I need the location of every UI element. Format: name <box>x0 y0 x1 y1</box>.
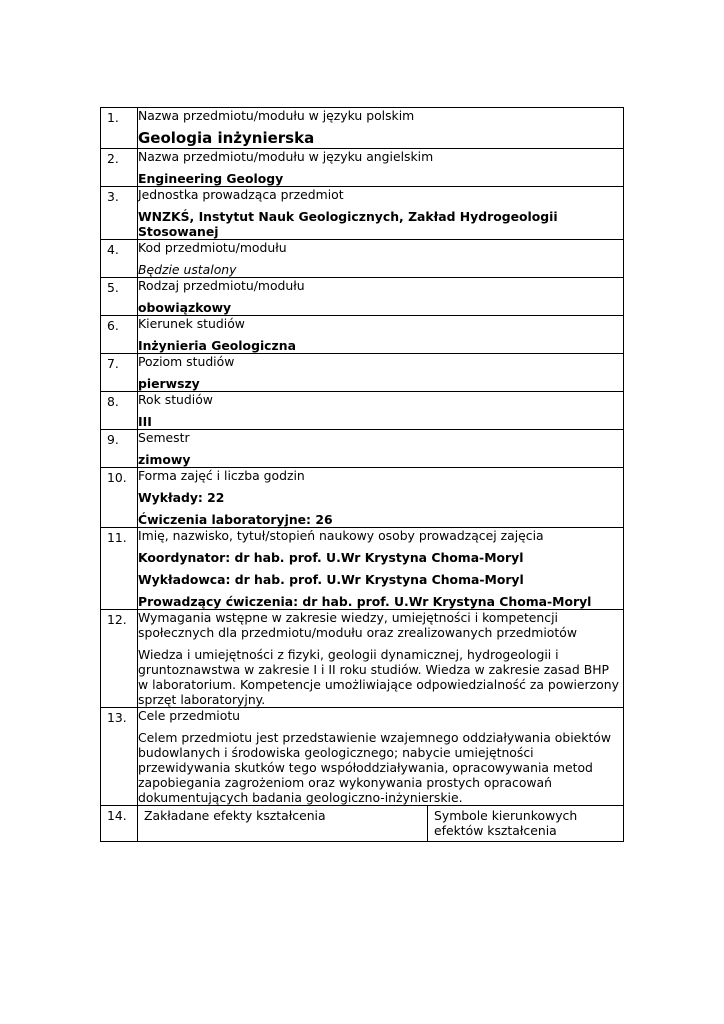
row-content <box>138 610 624 708</box>
coordinator: Koordynator: dr hab. prof. U.Wr Krystyna Choma-Moryl <box>138 550 524 565</box>
row-label: Nazwa przedmiotu/modułu w języku polskim <box>138 108 415 123</box>
row-11 <box>101 528 624 610</box>
row-10 <box>101 468 624 528</box>
row-content <box>138 108 624 149</box>
course-name-pl: Geologia inżynierska <box>138 129 315 147</box>
study-year: III <box>138 414 152 429</box>
row-13 <box>101 708 624 806</box>
row-number: 10. <box>101 468 138 528</box>
row-6 <box>101 316 624 354</box>
field-of-study: Inżynieria Geologiczna <box>138 338 296 353</box>
syllabus-table <box>100 107 624 842</box>
row-7 <box>101 354 624 392</box>
row-number: 13. <box>101 708 138 806</box>
course-name-en: Engineering Geology <box>138 171 284 186</box>
row-12 <box>101 610 624 708</box>
row-label: Imię, nazwisko, tytuł/stopień naukowy osoby prowadzącej zajęcia <box>138 528 544 543</box>
row-content <box>138 430 624 468</box>
row-content <box>138 278 624 316</box>
row-content <box>138 708 624 806</box>
row-number: 1. <box>101 108 138 149</box>
row-label: Cele przedmiotu <box>138 708 241 723</box>
row-label: Rok studiów <box>138 392 213 407</box>
row-label: Kod przedmiotu/modułu <box>138 240 287 255</box>
lab-instructor: Prowadzący ćwiczenia: dr hab. prof. U.Wr Krystyna Choma-Moryl <box>138 594 592 609</box>
row-5 <box>101 278 624 316</box>
row-label: Rodzaj przedmiotu/modułu <box>138 278 305 293</box>
row-label: Kierunek studiów <box>138 316 245 331</box>
lab-hours: Ćwiczenia laboratoryjne: 26 <box>138 512 333 527</box>
row-number: 8. <box>101 392 138 430</box>
row-number: 11. <box>101 528 138 610</box>
row-content <box>138 468 624 528</box>
lecturer: Wykładowca: dr hab. prof. U.Wr Krystyna Choma-Moryl <box>138 572 524 587</box>
row-content <box>138 354 624 392</box>
row-number: 3. <box>101 187 138 240</box>
row-label: Jednostka prowadząca przedmiot <box>138 187 344 202</box>
row-number: 9. <box>101 430 138 468</box>
row-number: 7. <box>101 354 138 392</box>
row-content <box>138 528 624 610</box>
outcome-symbols-label: Symbole kierunkowych efektów kształcenia <box>434 808 578 838</box>
row-content <box>138 149 624 187</box>
semester: zimowy <box>138 452 191 467</box>
course-type: obowiązkowy <box>138 300 232 315</box>
row-number: 5. <box>101 278 138 316</box>
row-label: Nazwa przedmiotu/modułu w języku angielskim <box>138 149 434 164</box>
course-code: Będzie ustalony <box>138 262 237 277</box>
row-label: Poziom studiów <box>138 354 235 369</box>
unit-name: WNZKŚ, Instytut Nauk Geologicznych, Zakład Hydrogeologii Stosowanej <box>138 209 558 239</box>
row-content <box>138 240 624 278</box>
row-number: 14. <box>101 806 138 842</box>
row-content <box>138 187 624 240</box>
row-label: Wymagania wstępne w zakresie wiedzy, umiejętności i kompetencji społecznych dla przedmiotu/modułu oraz zrealizowanych przedmiotów <box>138 610 577 640</box>
prerequisites-text: Wiedza i umiejętności z fizyki, geologii dynamicznej, hydrogeologii i gruntoznawstwa w zakresie I i II roku studiów. Wiedza w zakresie zasad BHP w laboratorium. Kompetencje umożliwiające odpowiedzialność za powierzony sprzęt laboratoryjny. <box>138 647 619 707</box>
row-number: 6. <box>101 316 138 354</box>
row-number: 4. <box>101 240 138 278</box>
row-3 <box>101 187 624 240</box>
row-number: 12. <box>101 610 138 708</box>
learning-outcomes-label: Zakładane efekty kształcenia <box>138 806 428 841</box>
course-objectives-text: Celem przedmiotu jest przedstawienie wzajemnego oddziaływania obiektów budowlanych i środowiska geologicznego; nabycie umiejętności przewidywania skutków tego współoddziaływania, opracowywania metod zapobiegania zagrożeniom oraz wykonywania prostych opracowań dokumentujących badania geologiczno-inżynierskie. <box>138 730 612 805</box>
row-4 <box>101 240 624 278</box>
split-cell <box>138 806 623 841</box>
row-number: 2. <box>101 149 138 187</box>
row-1 <box>101 108 624 149</box>
lecture-hours: Wykłady: 22 <box>138 490 225 505</box>
row-14 <box>101 806 624 842</box>
study-level: pierwszy <box>138 376 200 391</box>
row-content <box>138 806 624 842</box>
row-8 <box>101 392 624 430</box>
row-9 <box>101 430 624 468</box>
row-label: Semestr <box>138 430 190 445</box>
row-content <box>138 316 624 354</box>
row-2 <box>101 149 624 187</box>
row-content <box>138 392 624 430</box>
row-label: Forma zajęć i liczba godzin <box>138 468 305 483</box>
